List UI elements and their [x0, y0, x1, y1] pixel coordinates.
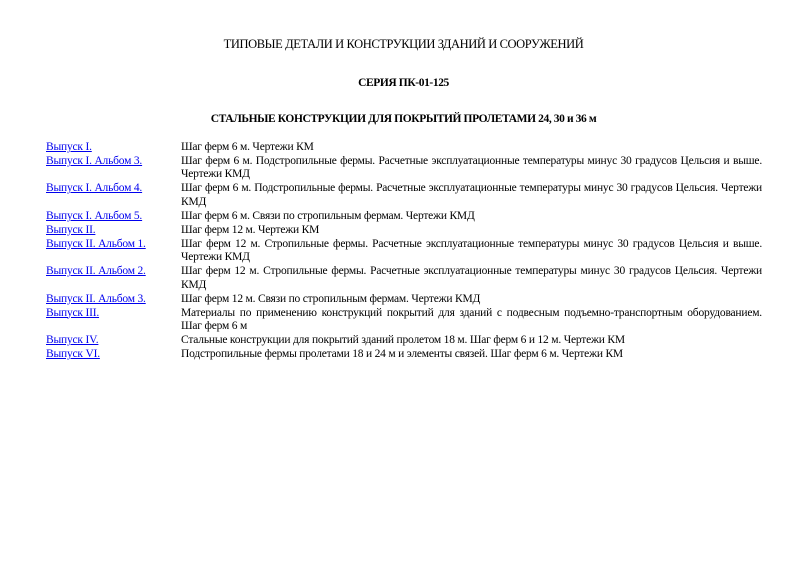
issue-list	[46, 141, 762, 362]
issue-description: Шаг ферм 12 м. Связи по стропильным фермам. Чертежи КМД	[181, 292, 481, 305]
issue-link[interactable]: Выпуск I. Альбом 5.	[46, 209, 143, 222]
issue-link[interactable]: Выпуск III.	[46, 306, 100, 319]
issue-link[interactable]: Выпуск I. Альбом 3.	[46, 154, 143, 167]
issue-link[interactable]: Выпуск II. Альбом 2.	[46, 265, 146, 278]
issue-link[interactable]: Выпуск II. Альбом 1.	[46, 237, 146, 250]
list-item	[46, 182, 762, 209]
issue-description: Шаг ферм 6 м. Чертежи КМ	[181, 141, 314, 153]
issue-description: Стальные конструкции для покрытий зданий пролетом 18 м. Шаг ферм 6 и 12 м. Чертежи КМ	[181, 333, 625, 346]
issue-description: Шаг ферм 6 м. Подстропильные фермы. Расчетные эксплуатационные температуры минус 30 градусов Цельсия и выше. Чертежи КМД	[181, 154, 762, 181]
list-item	[46, 155, 762, 182]
main-title: ТИПОВЫЕ ДЕТАЛИ И КОНСТРУКЦИИ ЗДАНИЙ И СООРУЖЕНИЙ	[223, 37, 584, 51]
list-item	[46, 224, 762, 238]
list-item	[46, 348, 762, 362]
issue-link[interactable]: Выпуск VI.	[46, 347, 100, 360]
list-item	[46, 265, 762, 292]
issue-description: Шаг ферм 12 м. Стропильные фермы. Расчетные эксплуатационные температуры минус 30 градусов Цельсия. Чертежи КМД	[181, 265, 762, 291]
issue-description: Шаг ферм 6 м. Связи по стропильным фермам. Чертежи КМД	[181, 209, 475, 222]
issue-link[interactable]: Выпуск II. Альбом 3.	[46, 292, 146, 305]
list-item	[46, 293, 762, 307]
issue-description: Материалы по применению конструкций покрытий для зданий с подвесным подъемно-транспортным оборудованием. Шаг ферм 6 м	[181, 306, 762, 333]
list-item	[46, 141, 762, 155]
issue-description: Шаг ферм 6 м. Подстропильные фермы. Расчетные эксплуатационные температуры минус 30 градусов Цельсия. Чертежи КМД	[181, 182, 762, 208]
list-item	[46, 334, 762, 348]
series-title: СЕРИЯ ПК-01-125	[358, 77, 449, 89]
issue-link[interactable]: Выпуск I. Альбом 4.	[46, 182, 143, 195]
issue-description: Шаг ферм 12 м. Стропильные фермы. Расчетные эксплуатационные температуры минус 30 градусов Цельсия и выше. Чертежи КМД	[181, 237, 762, 264]
list-item	[46, 307, 762, 334]
issue-description: Шаг ферм 12 м. Чертежи КМ	[181, 223, 320, 236]
list-item	[46, 210, 762, 224]
issue-link[interactable]: Выпуск I.	[46, 141, 92, 153]
issue-link[interactable]: Выпуск IV.	[46, 333, 99, 346]
issue-description: Подстропильные фермы пролетами 18 и 24 м и элементы связей. Шаг ферм 6 м. Чертежи КМ	[181, 347, 623, 360]
issue-link[interactable]: Выпуск II.	[46, 223, 96, 236]
list-item	[46, 238, 762, 265]
section-subtitle: СТАЛЬНЫЕ КОНСТРУКЦИИ ДЛЯ ПОКРЫТИЙ ПРОЛЕТАМИ 24, 30 и 36 м	[210, 113, 597, 125]
